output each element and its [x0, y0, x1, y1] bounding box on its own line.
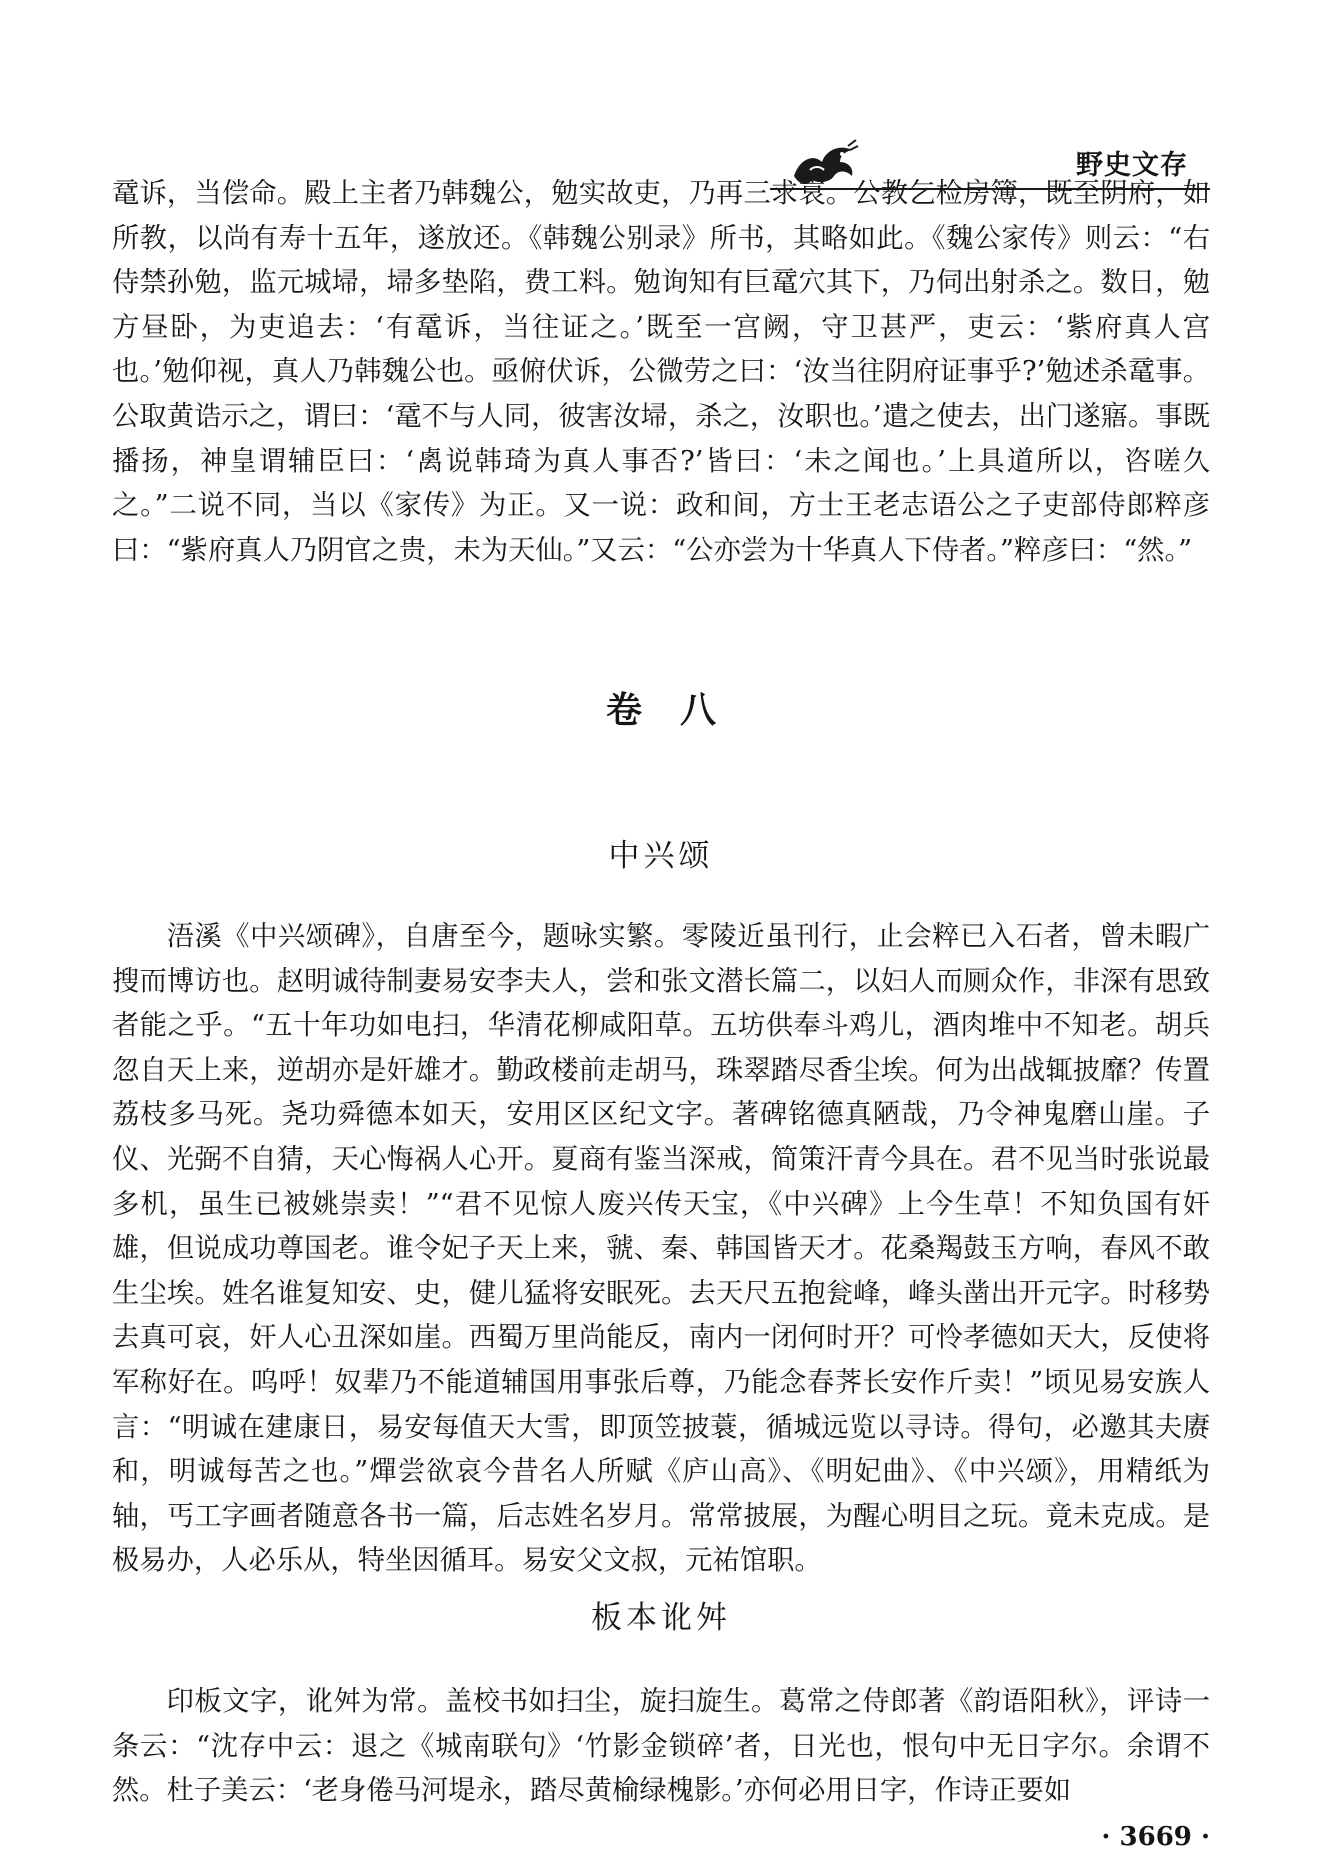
body-paragraph: 鼋诉，当偿命。殿上主者乃韩魏公，勉实故吏，乃再三求哀。公教乞检房簿，既至阴府，如所教，以尚有寿十五年，遂放还。《韩魏公别录》所书，其略如此。《魏公家传》则云：“右侍禁孙勉，监元城埽，埽多垫陷，费工料。勉询知有巨鼋穴其下，乃伺出射杀之。数日，勉方昼卧，为吏追去：‘有鼋诉，当往证之。’既至一宫阙，守卫甚严，吏云：‘紫府真人宫也。’勉仰视，真人乃韩魏公也。亟俯伏诉，公微劳之曰：‘汝当往阴府证事乎?’勉述杀鼋事。公取黄诰示之，谓曰：‘鼋不与人同，彼害汝埽，杀之，汝职也。’遣之使去，出门遂寤。事既播扬，神皇谓辅臣曰：‘禼说韩琦为真人事否?’皆曰：‘未之闻也。’上具道所以，咨嗟久之。”二说不同，当以《家传》为正。又一说：政和间，方士王老志语公之子吏部侍郎粹彦曰：“紫府真人乃阴官之贵，未为天仙。”又云：“公亦尝为十华真人下侍者。”粹彦曰：“然。” [112, 178, 1210, 566]
section-title-zhongxingsong: 中兴颂 [608, 838, 714, 874]
section-title-banben: 板本讹舛 [591, 1600, 731, 1636]
body-paragraph: 浯溪《中兴颂碑》，自唐至今，题咏实繁。零陵近虽刊行，止会粹已入石者，曾未暇广搜而博访也。赵明诚待制妻易安李夫人，尝和张文潜长篇二，以妇人而厕众作，非深有思致者能之乎。“五十年功如电扫，华清花柳咸阳草。五坊供奉斗鸡儿，酒肉堆中不知老。胡兵忽自天上来，逆胡亦是奸雄才。勤政楼前走胡马，珠翠踏尽香尘埃。何为出战辄披靡？传置荔枝多马死。尧功舜德本如天，安用区区纪文字。著碑铭德真陋哉，乃令神鬼磨山崖。子仪、光弼不自猜，天心悔祸人心开。夏商有鉴当深戒，简策汗青今具在。君不见当时张说最多机，虽生已被姚崇卖！”“君不见惊人废兴传天宝，《中兴碑》上今生草！不知负国有奸雄，但说成功尊国老。谁令妃子天上来，虢、秦、韩国皆天才。花桑羯鼓玉方响，春风不敢生尘埃。姓名谁复知安、史，健儿猛将安眠死。去天尺五抱瓮峰，峰头凿出开元字。时移势去真可哀，奸人心丑深如崖。西蜀万里尚能反，南内一闭何时开？可怜孝德如天大，反使将军称好在。呜呼！奴辈乃不能道辅国用事张后尊，乃能念春荠长安作斤卖！”顷见易安族人言：“明诚在建康日，易安每值天大雪，即顶笠披蓑，循城远览以寻诗。得句，必邀其夫赓和，明诚每苦之也。”燀尝欲哀今昔名人所赋《庐山高》、《明妃曲》、《中兴颂》，用精纸为轴，丐工字画者随意各书一篇，后志姓名岁月。常常披展，为醒心明目之玩。竟未克成。是极易办，人必乐从，特坐因循耳。易安父文叔，元祐馆职。 [112, 921, 1210, 1577]
page-number: · 3669 · [1101, 1822, 1210, 1852]
body-paragraph: 印板文字，讹舛为常。盖校书如扫尘，旋扫旋生。葛常之侍郎著《韵语阳秋》，评诗一条云：“沈存中云：退之《城南联句》‘竹影金锁碎’者，日光也，恨句中无日字尔。余谓不然。杜子美云：‘老身倦马河堤永，踏尽黄榆绿槐影。’亦何必用日字，作诗正要如 [112, 1686, 1210, 1807]
volume-title: 卷八 [605, 690, 754, 731]
continued-text-block [112, 172, 1210, 573]
section-body-banben [112, 1680, 1210, 1814]
header-title: 野史文存 [1076, 150, 1188, 181]
section-body-zhongxingsong [112, 915, 1210, 1584]
